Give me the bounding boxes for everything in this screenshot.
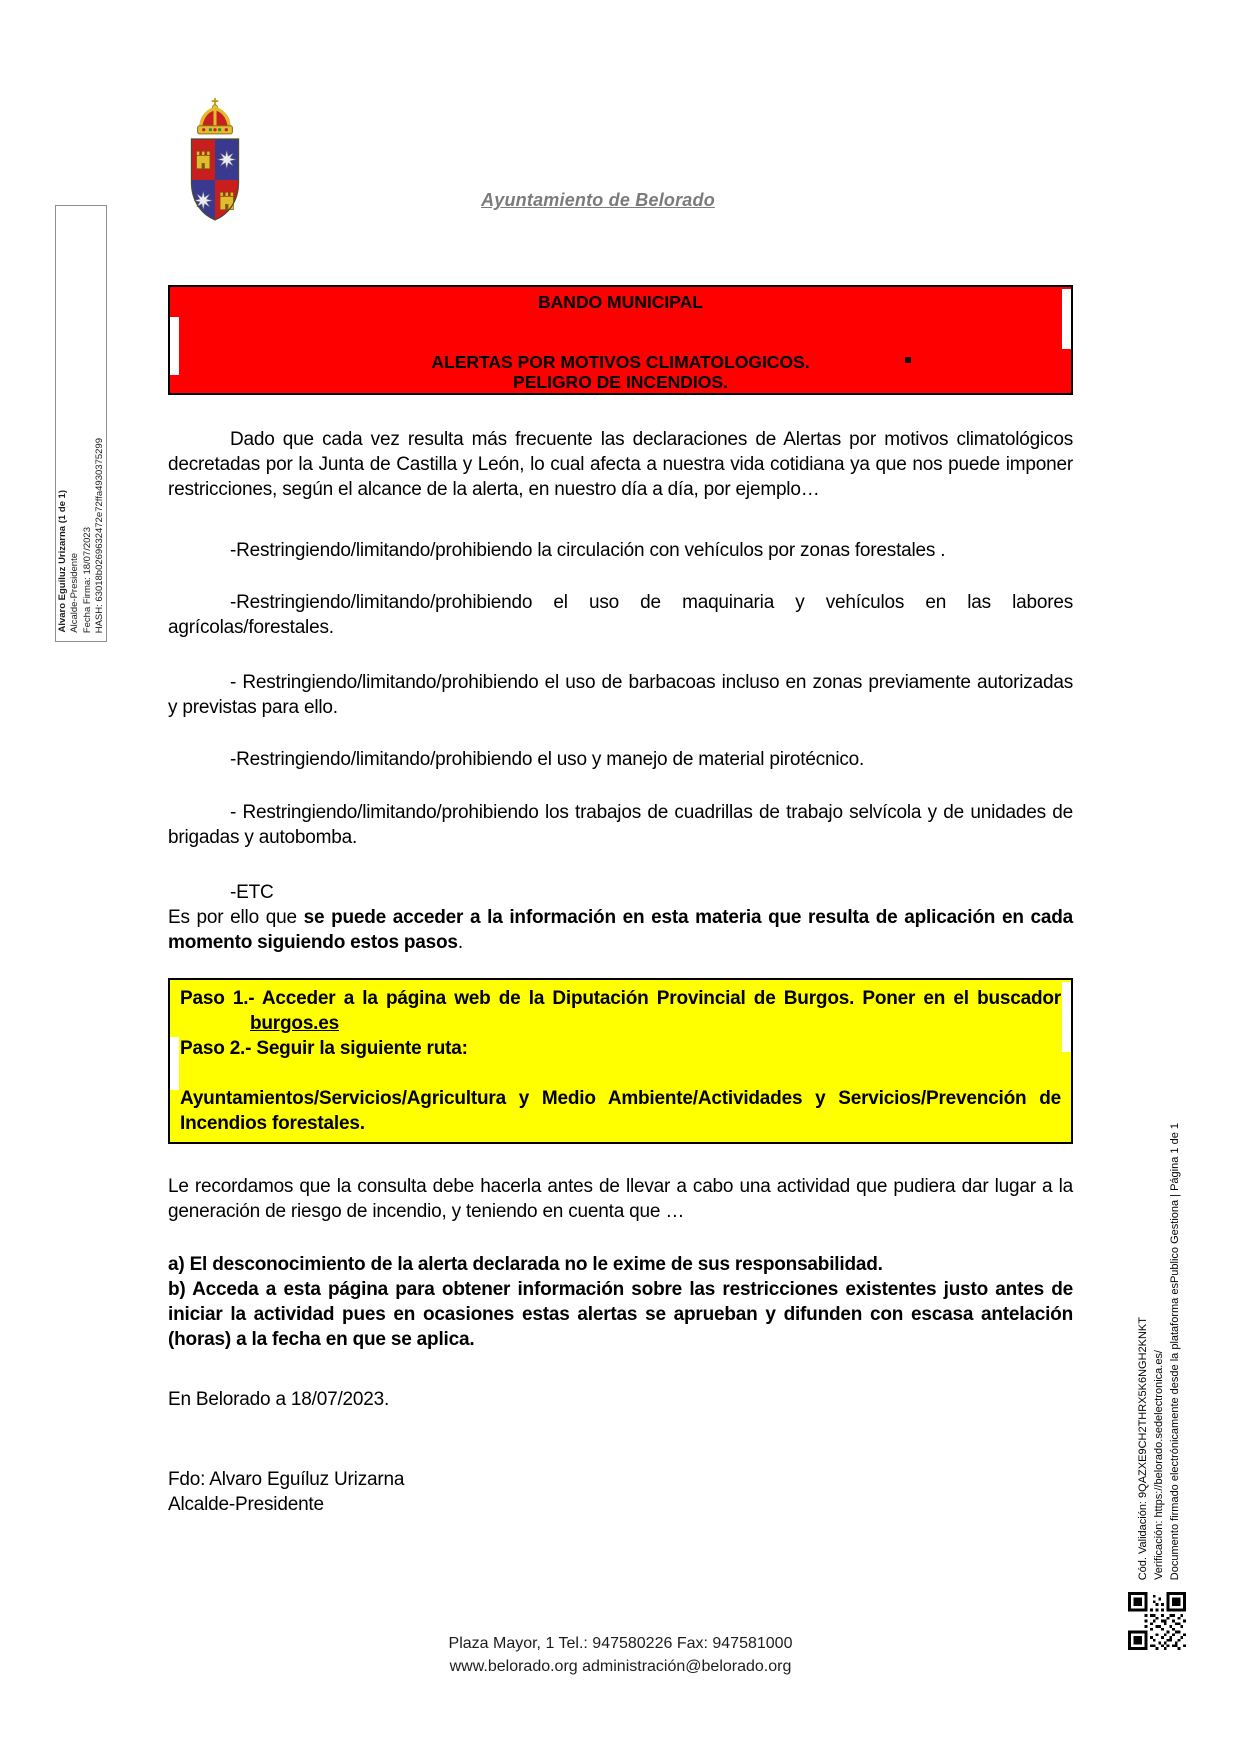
restriction-item-etc: -ETC (230, 882, 274, 903)
banner-title: BANDO MUNICIPAL (538, 292, 703, 312)
signature-date: Fecha Firma: 18/07/2023 (81, 526, 93, 633)
intro-paragraph: Dado que cada vez resulta más frecuente las declaraciones de Alertas por motivos climatológicos decretadas por la Junta de Castilla y León, lo cual afecta a nuestra vida cotidiana ya que nos puede imponer restricciones, según el alcance de la alerta, en nuestro día a día, por ejemplo… (168, 429, 1073, 500)
paso-1 (180, 986, 1061, 1036)
footer-address: Plaza Mayor, 1 Tel.: 947580226 Fax: 947581000 (448, 1635, 793, 1652)
access-info-bold: se puede acceder a la información en esta materia que resulta de aplicación en cada momento siguiendo estos pasos (168, 907, 1074, 953)
blank-line (180, 1061, 1061, 1086)
signer-title: Alcalde-Presidente (168, 1494, 324, 1515)
footer-web: www.belorado.org administración@belorado.org (449, 1658, 792, 1675)
steps-box (168, 978, 1073, 1144)
restriction-item: -Restringiendo/limitando/prohibiendo el uso de maquinaria y vehículos en las labores agrícolas/forestales. (168, 592, 1073, 638)
bando-banner (168, 285, 1073, 395)
validation-strip (1136, 1080, 1188, 1580)
signature-stamp-box (55, 205, 107, 642)
qr-code (1128, 1592, 1186, 1655)
crown (198, 98, 233, 134)
restriction-item: - Restringiendo/limitando/prohibiendo el uso de barbacoas incluso en zonas previamente autorizadas y previstas para ello. (168, 672, 1073, 718)
restriction-item: -Restringiendo/limitando/prohibiendo el uso y manejo de material pirotécnico. (230, 749, 865, 770)
validation-code: Cód. Validación: 9QAZXE9CH2THRX5K6NGH2KNKT (1137, 1316, 1149, 1580)
validation-platform: Documento firmado electrónicamente desde la plataforma esPublico Gestiona | Página 1 de 1 (1169, 1122, 1181, 1580)
access-info-paragraph (168, 905, 1073, 955)
page-footer (168, 1632, 1073, 1678)
paso-2: Paso 2.- Seguir la siguiente ruta: (180, 1038, 468, 1059)
date-line: En Belorado a 18/07/2023. (168, 1389, 390, 1410)
warning-b: b) Acceda a esta página para obtener información sobre las restricciones existentes justo antes de iniciar la actividad pues en ocasiones estas alertas se aprueban y difunden con escasa antelación (horas) a la fecha en que se aplica. (168, 1279, 1073, 1350)
ruta: Ayuntamientos/Servicios/Agricultura y Medio Ambiente/Actividades y Servicios/Prevención de Incendios forestales. (180, 1088, 1061, 1134)
paso-1-text: Paso 1.- Acceder a la página web de la Diputación Provincial de Burgos. Poner en el buscador (180, 988, 1061, 1009)
access-info-pre: Es por ello que (168, 907, 304, 928)
reminder-paragraph: Le recordamos que la consulta debe hacerla antes de llevar a cabo una actividad que pudiera dar lugar a la generación de riesgo de incendio, y teniendo en cuenta que … (168, 1176, 1073, 1222)
signer-name: Alvaro Eguíluz Urizarna (1 de 1) (56, 490, 68, 633)
signed-by: Fdo: Alvaro Eguíluz Urizarna (168, 1469, 405, 1490)
signature-hash: HASH: 63018b0269632472e72ffa4930375299 (94, 437, 105, 633)
restriction-item: - Restringiendo/limitando/prohibiendo los trabajos de cuadrillas de trabajo selvícola y de unidades de brigadas y autobomba. (168, 802, 1073, 848)
steps-notch-right (1062, 982, 1071, 1052)
ink-dot (905, 357, 911, 363)
warning-a: a) El desconocimiento de la alerta declarada no le exime de sus responsabilidad. (168, 1254, 883, 1275)
access-info-post: . (457, 932, 463, 953)
banner-subtitle-1: ALERTAS POR MOTIVOS CLIMATOLOGICOS. (431, 352, 810, 372)
steps-notch-left (170, 1037, 179, 1090)
banner-notch-left (170, 317, 179, 375)
signer-role: Alcalde-Presidente (69, 553, 80, 633)
restriction-item: -Restringiendo/limitando/prohibiendo la circulación con vehículos por zonas forestales . (230, 540, 946, 561)
banner-notch-right (1062, 289, 1071, 349)
burgos-link[interactable]: burgos.es (250, 1013, 339, 1034)
page-title: Ayuntamiento de Belorado (481, 190, 715, 210)
qr-code-icon (1128, 1592, 1186, 1650)
document-body (168, 405, 1073, 1517)
banner-subtitle-2: PELIGRO DE INCENDIOS. (513, 372, 728, 392)
validation-url: Verificación: https://belorado.sedelectronica.es/ (1153, 1350, 1165, 1580)
